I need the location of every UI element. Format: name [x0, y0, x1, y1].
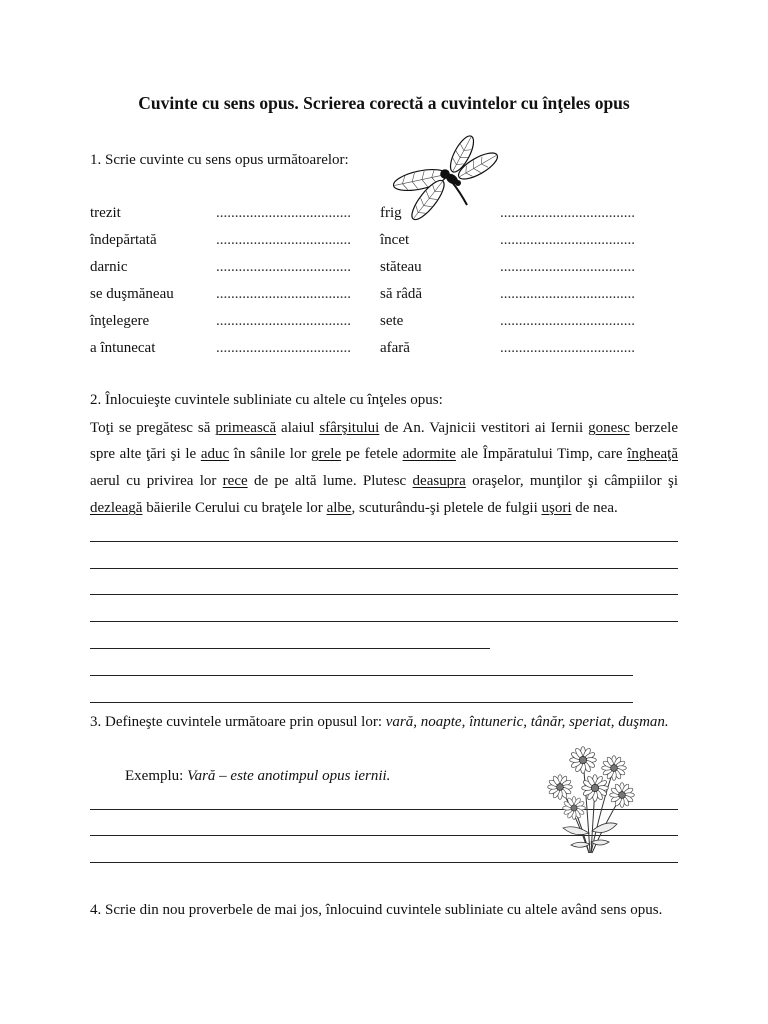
answer-blank: .................................... [216, 340, 351, 356]
underlined-word: dezleagă [90, 500, 143, 516]
text-segment: , scuturându-şi pletele de fulgii [351, 500, 542, 516]
word-right: sete [380, 313, 404, 329]
paragraph-line [90, 419, 678, 437]
underlined-word: uşori [541, 500, 572, 516]
text-segment: berzele [629, 420, 678, 436]
exercise-4-prompt: 4. Scrie din nou proverbele de mai jos, înlocuind cuvintele subliniate cu altele având sens opus. [90, 902, 663, 918]
page-title: Cuvinte cu sens opus. Scrierea corectă a cuvintelor cu înţeles opus [138, 93, 630, 113]
paragraph-line [90, 445, 678, 463]
example-label: Exemplu: [125, 768, 188, 784]
text-segment: oraşelor, munţilor şi câmpiilor şi [465, 473, 678, 489]
word-left: trezit [90, 205, 121, 221]
underlined-word: deasupra [412, 473, 466, 489]
word-right: încet [380, 232, 410, 248]
answer-blank: .................................... [500, 259, 635, 275]
text-segment: în sânile lor [229, 446, 312, 462]
text-segment: pe fetele [341, 446, 403, 462]
underlined-word: gonesc [588, 420, 630, 436]
exercise-3-instruction: 3. Defineşte cuvintele următoare prin opusul lor: [90, 714, 386, 730]
answer-blank: .................................... [500, 340, 635, 356]
answer-line [90, 702, 633, 703]
answer-line [90, 621, 678, 622]
text-segment: spre alte ţări şi le [90, 446, 201, 462]
answer-line [90, 648, 490, 649]
text-segment: băierile Cerului cu braţele lor [142, 500, 327, 516]
text-segment: de nea. [571, 500, 618, 516]
word-right: afară [380, 340, 410, 356]
answer-blank: .................................... [216, 259, 351, 275]
word-right: stăteau [380, 259, 422, 275]
word-right: frig [380, 205, 402, 221]
flower-bouquet-icon [543, 745, 640, 858]
answer-blank: .................................... [216, 205, 351, 221]
answer-blank: .................................... [216, 286, 351, 302]
word-left: se duşmăneau [90, 286, 174, 302]
word-left: a întunecat [90, 340, 156, 356]
answer-blank: .................................... [500, 313, 635, 329]
text-segment: ale Împăratului Timp, care [455, 446, 628, 462]
word-left: darnic [90, 259, 128, 275]
word-right: să râdă [380, 286, 423, 302]
underlined-word: grele [311, 446, 342, 462]
underlined-word: adormite [402, 446, 456, 462]
word-left: îndepărtată [90, 232, 157, 248]
answer-blank: .................................... [500, 286, 635, 302]
exercise-1-prompt: 1. Scrie cuvinte cu sens opus următoarelor: [90, 152, 349, 168]
answer-line [90, 568, 678, 569]
answer-blank: .................................... [216, 313, 351, 329]
answer-line [90, 862, 678, 863]
exercise-3-words: vară, noapte, întuneric, tânăr, speriat, duşman. [385, 714, 669, 730]
text-segment: Toţi se pregătesc să [90, 420, 216, 436]
example [125, 767, 390, 785]
word-left: înţelegere [90, 313, 150, 329]
answer-blank: .................................... [500, 232, 635, 248]
paragraph-line [90, 499, 678, 517]
underlined-word: îngheaţă [627, 446, 678, 462]
underlined-word: aduc [200, 446, 230, 462]
text-segment: de pe altă lume. Plutesc [247, 473, 413, 489]
answer-blank: .................................... [216, 232, 351, 248]
underlined-word: primească [215, 420, 277, 436]
text-segment: alaiul [276, 420, 320, 436]
dragonfly-icon [388, 132, 502, 228]
underlined-word: rece [222, 473, 248, 489]
answer-line [90, 675, 633, 676]
text-segment: aerul cu privirea lor [90, 473, 223, 489]
answer-line [90, 594, 678, 595]
underlined-word: albe [326, 500, 352, 516]
exercise-2-prompt: 2. Înlocuieşte cuvintele subliniate cu altele cu înţeles opus: [90, 392, 443, 408]
answer-line [90, 541, 678, 542]
paragraph-line [90, 472, 678, 490]
answer-blank: .................................... [500, 205, 635, 221]
text-segment: de An. Vajnicii vestitori ai Iernii [379, 420, 589, 436]
exercise-3-prompt [90, 713, 669, 731]
underlined-word: sfârşitului [319, 420, 380, 436]
example-text: Vară – este anotimpul opus iernii. [187, 768, 391, 784]
